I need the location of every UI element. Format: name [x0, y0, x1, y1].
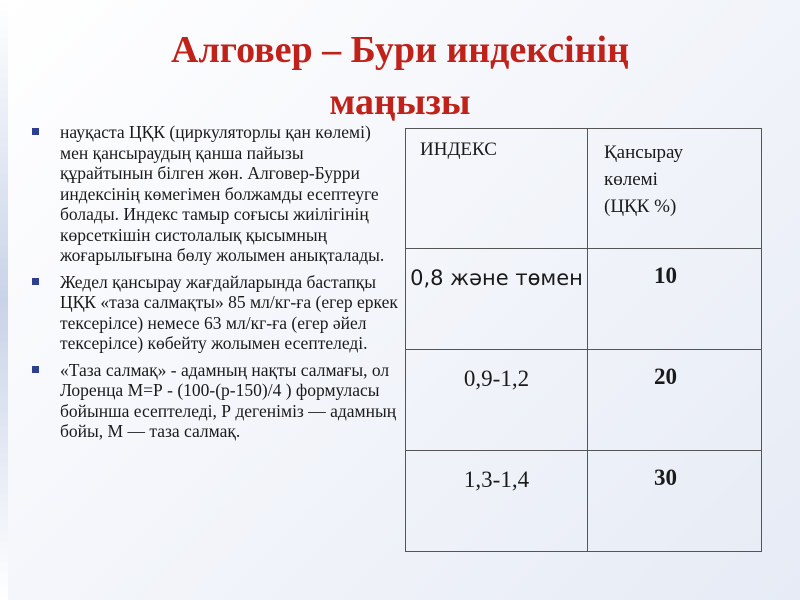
index-cell: 0,8 және төмен: [406, 249, 588, 350]
table-row: [406, 249, 762, 350]
bullet-text: Жедел қансырау жағдайларында бастапқы ЦҚК «таза салмақты» 85 мл/кг-ға (егер еркек тексерілсе) немесе 63 мл/кг-ға (егер әйел тексерілсе) көбейту жолымен есептеледі.: [60, 271, 398, 353]
bullet-list: [28, 122, 398, 448]
header-index: ИНДЕКС: [406, 129, 588, 249]
index-cell: 0,9-1,2: [406, 350, 588, 451]
square-bullet-icon: [32, 128, 39, 135]
square-bullet-icon: [32, 366, 39, 373]
header-volume-line: (ЦҚК %): [604, 196, 677, 217]
header-volume-line: Қансырау: [604, 142, 683, 163]
index-table: [405, 128, 762, 552]
decorative-left-bar: [0, 0, 8, 600]
table-row: [406, 350, 762, 451]
table-row: [406, 451, 762, 552]
volume-cell: 30: [588, 451, 762, 552]
volume-cell: 10: [588, 249, 762, 350]
bullet-item: [28, 122, 398, 266]
index-cell: 1,3-1,4: [406, 451, 588, 552]
square-bullet-icon: [32, 278, 39, 285]
bullet-text: науқаста ЦҚК (циркуляторлы қан көлемі) мен қансыраудың қанша пайызы құрайтынын білген жөн. Алговер-Бурри индексінің көмегімен болжамды есептеуге болады. Индекс тамыр соғысы жиілігінің көрсеткішін систолалық қысымның жоғарылығына бөлу жолымен анықталады.: [60, 122, 385, 265]
volume-cell: 20: [588, 350, 762, 451]
bullet-text: «Таза салмақ» - адамның нақты салмағы, ол Лоренца М=Р - (100-(р-150)/4 ) формуласы бойынша есептеледі, Р дегеніміз — адамның бойы, М — таза салмақ.: [60, 359, 397, 441]
bullet-item: [28, 272, 398, 354]
table-header-row: [406, 129, 762, 249]
slide-title: Алговер – Бури индексінің маңызы: [171, 29, 629, 123]
header-volume-line: көлемі: [604, 169, 658, 190]
header-volume: [588, 129, 762, 249]
bullet-item: [28, 360, 398, 442]
